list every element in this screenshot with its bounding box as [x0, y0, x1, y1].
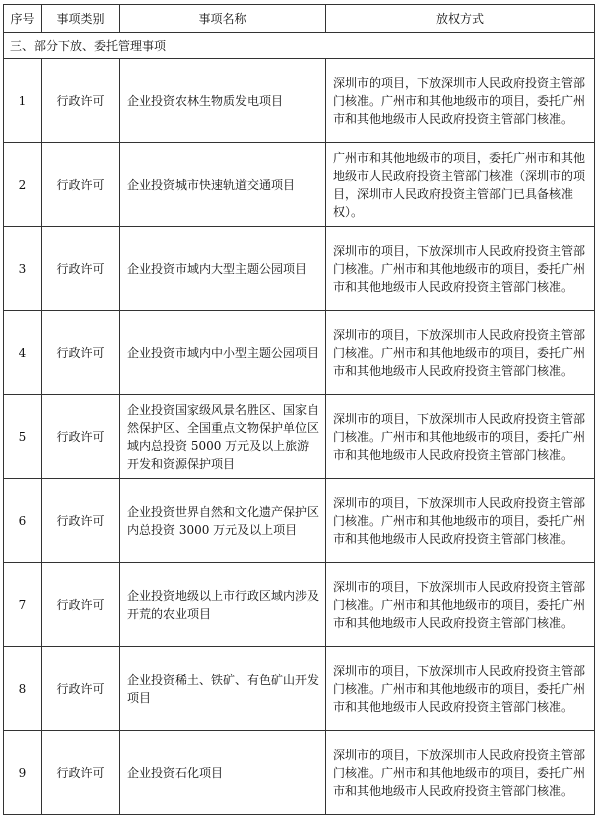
- row-delegation-method: 深圳市的项目，下放深圳市人民政府投资主管部门核准。广州市和其他地级市的项目，委托广州市和其他地级市人民政府投资主管部门核准。: [326, 395, 595, 479]
- row-delegation-method: 深圳市的项目，下放深圳市人民政府投资主管部门核准。广州市和其他地级市的项目，委托广州市和其他地级市人民政府投资主管部门核准。: [326, 647, 595, 731]
- row-number: 3: [4, 227, 42, 311]
- table-row: [4, 227, 595, 311]
- row-delegation-method: 深圳市的项目，下放深圳市人民政府投资主管部门核准。广州市和其他地级市的项目，委托广州市和其他地级市人民政府投资主管部门核准。: [326, 731, 595, 815]
- row-number: 7: [4, 563, 42, 647]
- row-category: 行政许可: [42, 731, 120, 815]
- header-type: 事项类别: [42, 5, 120, 33]
- row-number: 2: [4, 143, 42, 227]
- header-name: 事项名称: [120, 5, 326, 33]
- row-number: 6: [4, 479, 42, 563]
- row-delegation-method: 深圳市的项目，下放深圳市人民政府投资主管部门核准。广州市和其他地级市的项目，委托广州市和其他地级市人民政府投资主管部门核准。: [326, 563, 595, 647]
- row-item-name: 企业投资农林生物质发电项目: [120, 59, 326, 143]
- row-item-name: 企业投资地级以上市行政区域内涉及开荒的农业项目: [120, 563, 326, 647]
- row-number: 9: [4, 731, 42, 815]
- row-category: 行政许可: [42, 227, 120, 311]
- table-row: [4, 395, 595, 479]
- row-item-name: 企业投资世界自然和文化遗产保护区内总投资 3000 万元及以上项目: [120, 479, 326, 563]
- table-row: [4, 59, 595, 143]
- row-delegation-method: 深圳市的项目，下放深圳市人民政府投资主管部门核准。广州市和其他地级市的项目，委托广州市和其他地级市人民政府投资主管部门核准。: [326, 227, 595, 311]
- table-row: [4, 479, 595, 563]
- row-item-name: 企业投资城市快速轨道交通项目: [120, 143, 326, 227]
- document-page: [3, 4, 594, 815]
- row-category: 行政许可: [42, 143, 120, 227]
- table-header: [4, 5, 595, 33]
- row-delegation-method: 广州市和其他地级市的项目，委托广州市和其他地级市人民政府投资主管部门核准（深圳市的项目，深圳市人民政府投资主管部门已具备核准权）。: [326, 143, 595, 227]
- row-item-name: 企业投资稀土、铁矿、有色矿山开发项目: [120, 647, 326, 731]
- row-category: 行政许可: [42, 311, 120, 395]
- section-row: [4, 33, 595, 59]
- row-delegation-method: 深圳市的项目，下放深圳市人民政府投资主管部门核准。广州市和其他地级市的项目，委托广州市和其他地级市人民政府投资主管部门核准。: [326, 59, 595, 143]
- row-number: 4: [4, 311, 42, 395]
- row-item-name: 企业投资市域内中小型主题公园项目: [120, 311, 326, 395]
- table-row: [4, 563, 595, 647]
- header-no: 序号: [4, 5, 42, 33]
- header-row: [4, 5, 595, 33]
- row-item-name: 企业投资市域内大型主题公园项目: [120, 227, 326, 311]
- row-category: 行政许可: [42, 479, 120, 563]
- table-row: [4, 731, 595, 815]
- section-title: 三、部分下放、委托管理事项: [4, 33, 595, 59]
- table-row: [4, 311, 595, 395]
- row-delegation-method: 深圳市的项目，下放深圳市人民政府投资主管部门核准。广州市和其他地级市的项目，委托广州市和其他地级市人民政府投资主管部门核准。: [326, 311, 595, 395]
- row-item-name: 企业投资石化项目: [120, 731, 326, 815]
- table-row: [4, 647, 595, 731]
- row-number: 5: [4, 395, 42, 479]
- row-category: 行政许可: [42, 647, 120, 731]
- row-number: 8: [4, 647, 42, 731]
- delegation-table: [3, 4, 595, 815]
- row-delegation-method: 深圳市的项目，下放深圳市人民政府投资主管部门核准。广州市和其他地级市的项目，委托广州市和其他地级市人民政府投资主管部门核准。: [326, 479, 595, 563]
- row-number: 1: [4, 59, 42, 143]
- row-item-name: 企业投资国家级风景名胜区、国家自然保护区、全国重点文物保护单位区域内总投资 5000 万元及以上旅游开发和资源保护项目: [120, 395, 326, 479]
- table-row: [4, 143, 595, 227]
- row-category: 行政许可: [42, 563, 120, 647]
- row-category: 行政许可: [42, 395, 120, 479]
- row-category: 行政许可: [42, 59, 120, 143]
- header-method: 放权方式: [326, 5, 595, 33]
